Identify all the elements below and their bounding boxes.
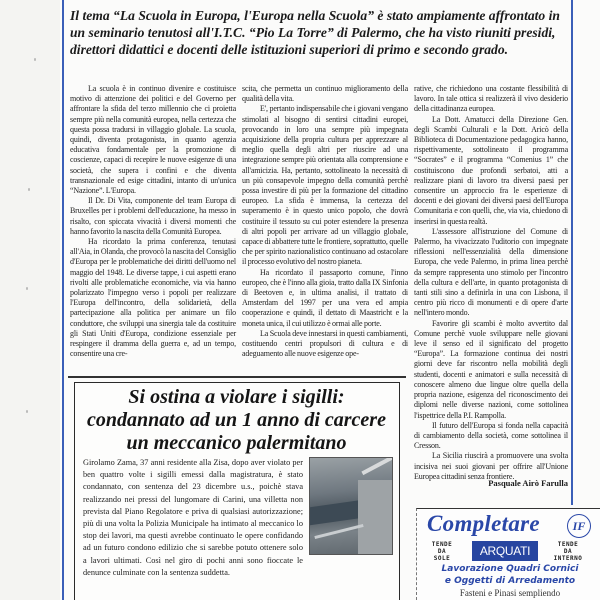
if-logo-icon: IF xyxy=(567,514,591,538)
ad-label-line: DA xyxy=(563,548,573,555)
boxed-article-body xyxy=(83,457,393,579)
section-divider xyxy=(68,376,406,378)
photo-rail-shape xyxy=(314,524,363,539)
ad-label-line: DA xyxy=(437,548,447,555)
ad-tagline-2: e Oggetti di Arredamento xyxy=(444,576,576,586)
paragraph: Il Dr. Di Vita, componente del team Europa di Bruxelles per i problemi dell'educazione, ha messo in risalto, con spiccata vivacità i diversi momenti che hanno favorito la nascita della Comunità Europea. xyxy=(70,196,236,236)
boxed-news-article xyxy=(74,382,400,600)
paragraph: La Dott. Amatucci della Direzione Gen. degli Scambi Culturali e la Dott. Aricò della Biblioteca di Documentazione pedagogica hanno, rispettivamente, sottolineato il programma “Socrates” e il programma “Comenius 1” che costituiscono due profondi serbatoi, atti a realizzare piani di lavoro tra diversi paesi per consentire un approccio fra le esperienze di docenti e dei giovani dei diversi paesi dell'Europa Comunitaria e con quelli, che, via via, chiedono di inserirsi in questa realtà. xyxy=(414,114,568,226)
ad-tende-da-sole xyxy=(417,541,467,562)
paragraph: E', pertanto indispensabile che i giovani vengano stimolati al bisogno di sentirsi cittadini europei, provocando in loro una sempre più impegnata acquisizione della propria cultura per apprezzare al meglio quella degli altri per riuscire ad una integrazione sempre più orientata alla comprensione e all'amicizia. Ha, pertanto, sottolineato la necessità di un più consapevole impegno della comunità perchè possa investire di più per la formazione del cittadino europeo. La sfida è immensa, la certezza del superamento è in questo unico popolo, che dovrà costituire il tessuto su cui poter estendere la presenza di altri popoli per arrivare ad un villaggio globale, capace di abbattere tutte le frontiere, soprattutto, quelle che per spirito nazionalistico continuano ad ostacolare il processo evolutivo del nostro pianeta. xyxy=(242,104,408,267)
paragraph: Ha ricordato la prima conferenza, tenutasi all'Aia, in Olanda, che provocò la nascita del Consiglio d'Europa per le problematiche dei diritti dell'uomo nel maggio del 1948. Le diverse tappe, i cui aspetti erano rivolti alle problematiche economiche, via via hanno polarizzato l'impegno verso i popoli per realizzare l'Europa dell'incontro, della solidarietà, della partecipazione alla politica per animare un filo conduttore, che sviluppi una sinergia tale da costituire gli Stati Uniti d'Europa, condizione essenziale per respingere il dramma della guerra e, ad un tempo, consentire una cre- xyxy=(70,237,236,359)
ad-label-line: INTERNO xyxy=(553,555,583,562)
ad-brand-name: Completare xyxy=(427,511,540,536)
ad-tagline-3: Fasteni e Pinasi sempliendo xyxy=(459,588,561,598)
boxed-article-text: Girolamo Zama, 37 anni residente alla Zisa, dopo aver violato per ben quattro volte i sigilli emessi dalla magistratura, è stato condannato, con sentenza del 23 dicembre u.s., poichè stava realizzando nei pressi del lungomare di Carini, una villetta non prevista dal Piano Regolatore e priva di qualsiasi autorizzazione; più di una volta la Polizia Municipale ha intimato al meccanico lo stop dei lavori, ma questi avrebbe continuato le opere confidando ad un futuro condono edilizio che si sarebbe potuto ottenere solo a lavori ultimati. Così nel giro di pochi anni sono fioccate le denunce culminate con la sentenza suddetta. xyxy=(83,458,303,577)
article-headline: Il tema “La Scuola in Europa, l'Europa nella Scuola” è stato ampiamente affrontato in un seminario tenutosi all'I.T.C. “Pio La Torre” di Palermo, che ha visto riuniti presidi, direttori didattici e docenti delle istituzioni superiori di primo e secondo grado. xyxy=(70,8,560,57)
paragraph: scita, che permetta un continuo miglioramento della qualità della vita. xyxy=(242,84,408,104)
paragraph: La Scuola deve innestarsi in questi cambiamenti, costituendo centri propulsori di cultura e di adeguamento alle nuove esigenze ope- xyxy=(242,328,408,359)
blue-margin-rule-left xyxy=(62,0,64,600)
paragraph: L'assessore all'istruzione del Comune di Palermo, ha vivacizzato l'uditorio con impegnate riflessioni nell'essenzialità della dimensione Europa, che vede Palermo, in prima linea perchè da sempre rappresenta uno stimolo per l'incontro della cultura e dell'arte, in quanto protagonista di tanti stili sino a definirla in una con Lisbona, il centro più ricco di monumenti e di opere d'arte nell'intero mondo. xyxy=(414,226,568,318)
article-column-2 xyxy=(242,84,408,359)
scan-speck xyxy=(26,287,28,290)
photo-roof-shape xyxy=(361,457,393,475)
scan-speck xyxy=(26,410,28,413)
ad-tagline-1: Lavorazione Quadri Cornici xyxy=(441,564,579,574)
ad-label-line: TENDE xyxy=(431,541,453,548)
paragraph: Ha ricordato il passaporto comune, l'inno europeo, che è l'inno alla gioia, tratto dalla IX Sinfonia di Beetoven e, in ultima analisi, il trattato di Amsterdam del 1997 per una vera ed ampia cooperazione e quindi, il dettato di Maastricht e la moneta unica, il cui utilizzo è ormai alle porte. xyxy=(242,267,408,328)
title-line: un meccanico palermitano xyxy=(126,432,347,454)
article-column-3 xyxy=(414,84,568,482)
paragraph: Il futuro dell'Europa si fonda nella capacità di cambiamento della società, come sottolinea il Cresson. xyxy=(414,420,568,451)
paragraph: rative, che richiedono una costante flessibilità di lavoro. In tale ottica si realizzerà il vivo desiderio della cittadinanza europea. xyxy=(414,84,568,114)
scan-speck xyxy=(34,58,36,61)
blue-margin-rule-right xyxy=(571,0,573,505)
paragraph: La scuola è in continuo divenire e costituisce motivo di attenzione dei politici e del Governo per affrontare la sfida del terzo millennio che ci proietta sempre più nella comunità europea, nella certezza che questa possa tradursi in villaggio globale. La scuola, quindi, diventa protagonista, in quanto agenzia educativa fondamentale per la promozione di coscienze, capaci di recepire le nuove esigenze di una società, che supera i confini e che diventa transnazionale ed esige cittadini, intanto di un'unica “Nazione”. L'Europa. xyxy=(70,84,236,196)
ad-tende-da-interno xyxy=(543,541,593,562)
scan-speck xyxy=(28,188,30,191)
article-column-1 xyxy=(70,84,236,359)
photo-wall-shape xyxy=(358,480,392,555)
boxed-article-title xyxy=(75,386,398,455)
advertisement-completare xyxy=(416,508,600,600)
paragraph: Favorire gli scambi è molto avvertito dal Comune perchè vuole sviluppare nelle giovani leve il senso ed il significato del progetto “Europa”. La formazione continua dei nostri giorni deve far riscontro nella mobilità degli studenti, docenti e animatori e sulla necessità di conoscere almeno due lingue oltre quella della propria nazione, esigenza del riconoscimento dei diplomi nelle diverse nazioni, come sottolinea l'ispettrice della P.I. Rampolla. xyxy=(414,318,568,420)
ad-arquati-badge: ARQUATI xyxy=(472,541,538,561)
author-byline: Pasquale Airò Farulla xyxy=(488,478,568,488)
ad-label-line: TENDE xyxy=(557,541,579,548)
photo-villa-image xyxy=(309,457,393,555)
ad-label-line: SOLE xyxy=(433,555,451,562)
paragraph: La Sicilia riuscirà a promuovere una svolta incisiva nei suoi giovani per offrire all'Unione Europea cittadini senza frontiere. xyxy=(414,451,568,481)
title-line: Si ostina a violare i sigilli: xyxy=(128,386,345,408)
title-line: condannato ad un 1 anno di carcere xyxy=(87,409,386,431)
